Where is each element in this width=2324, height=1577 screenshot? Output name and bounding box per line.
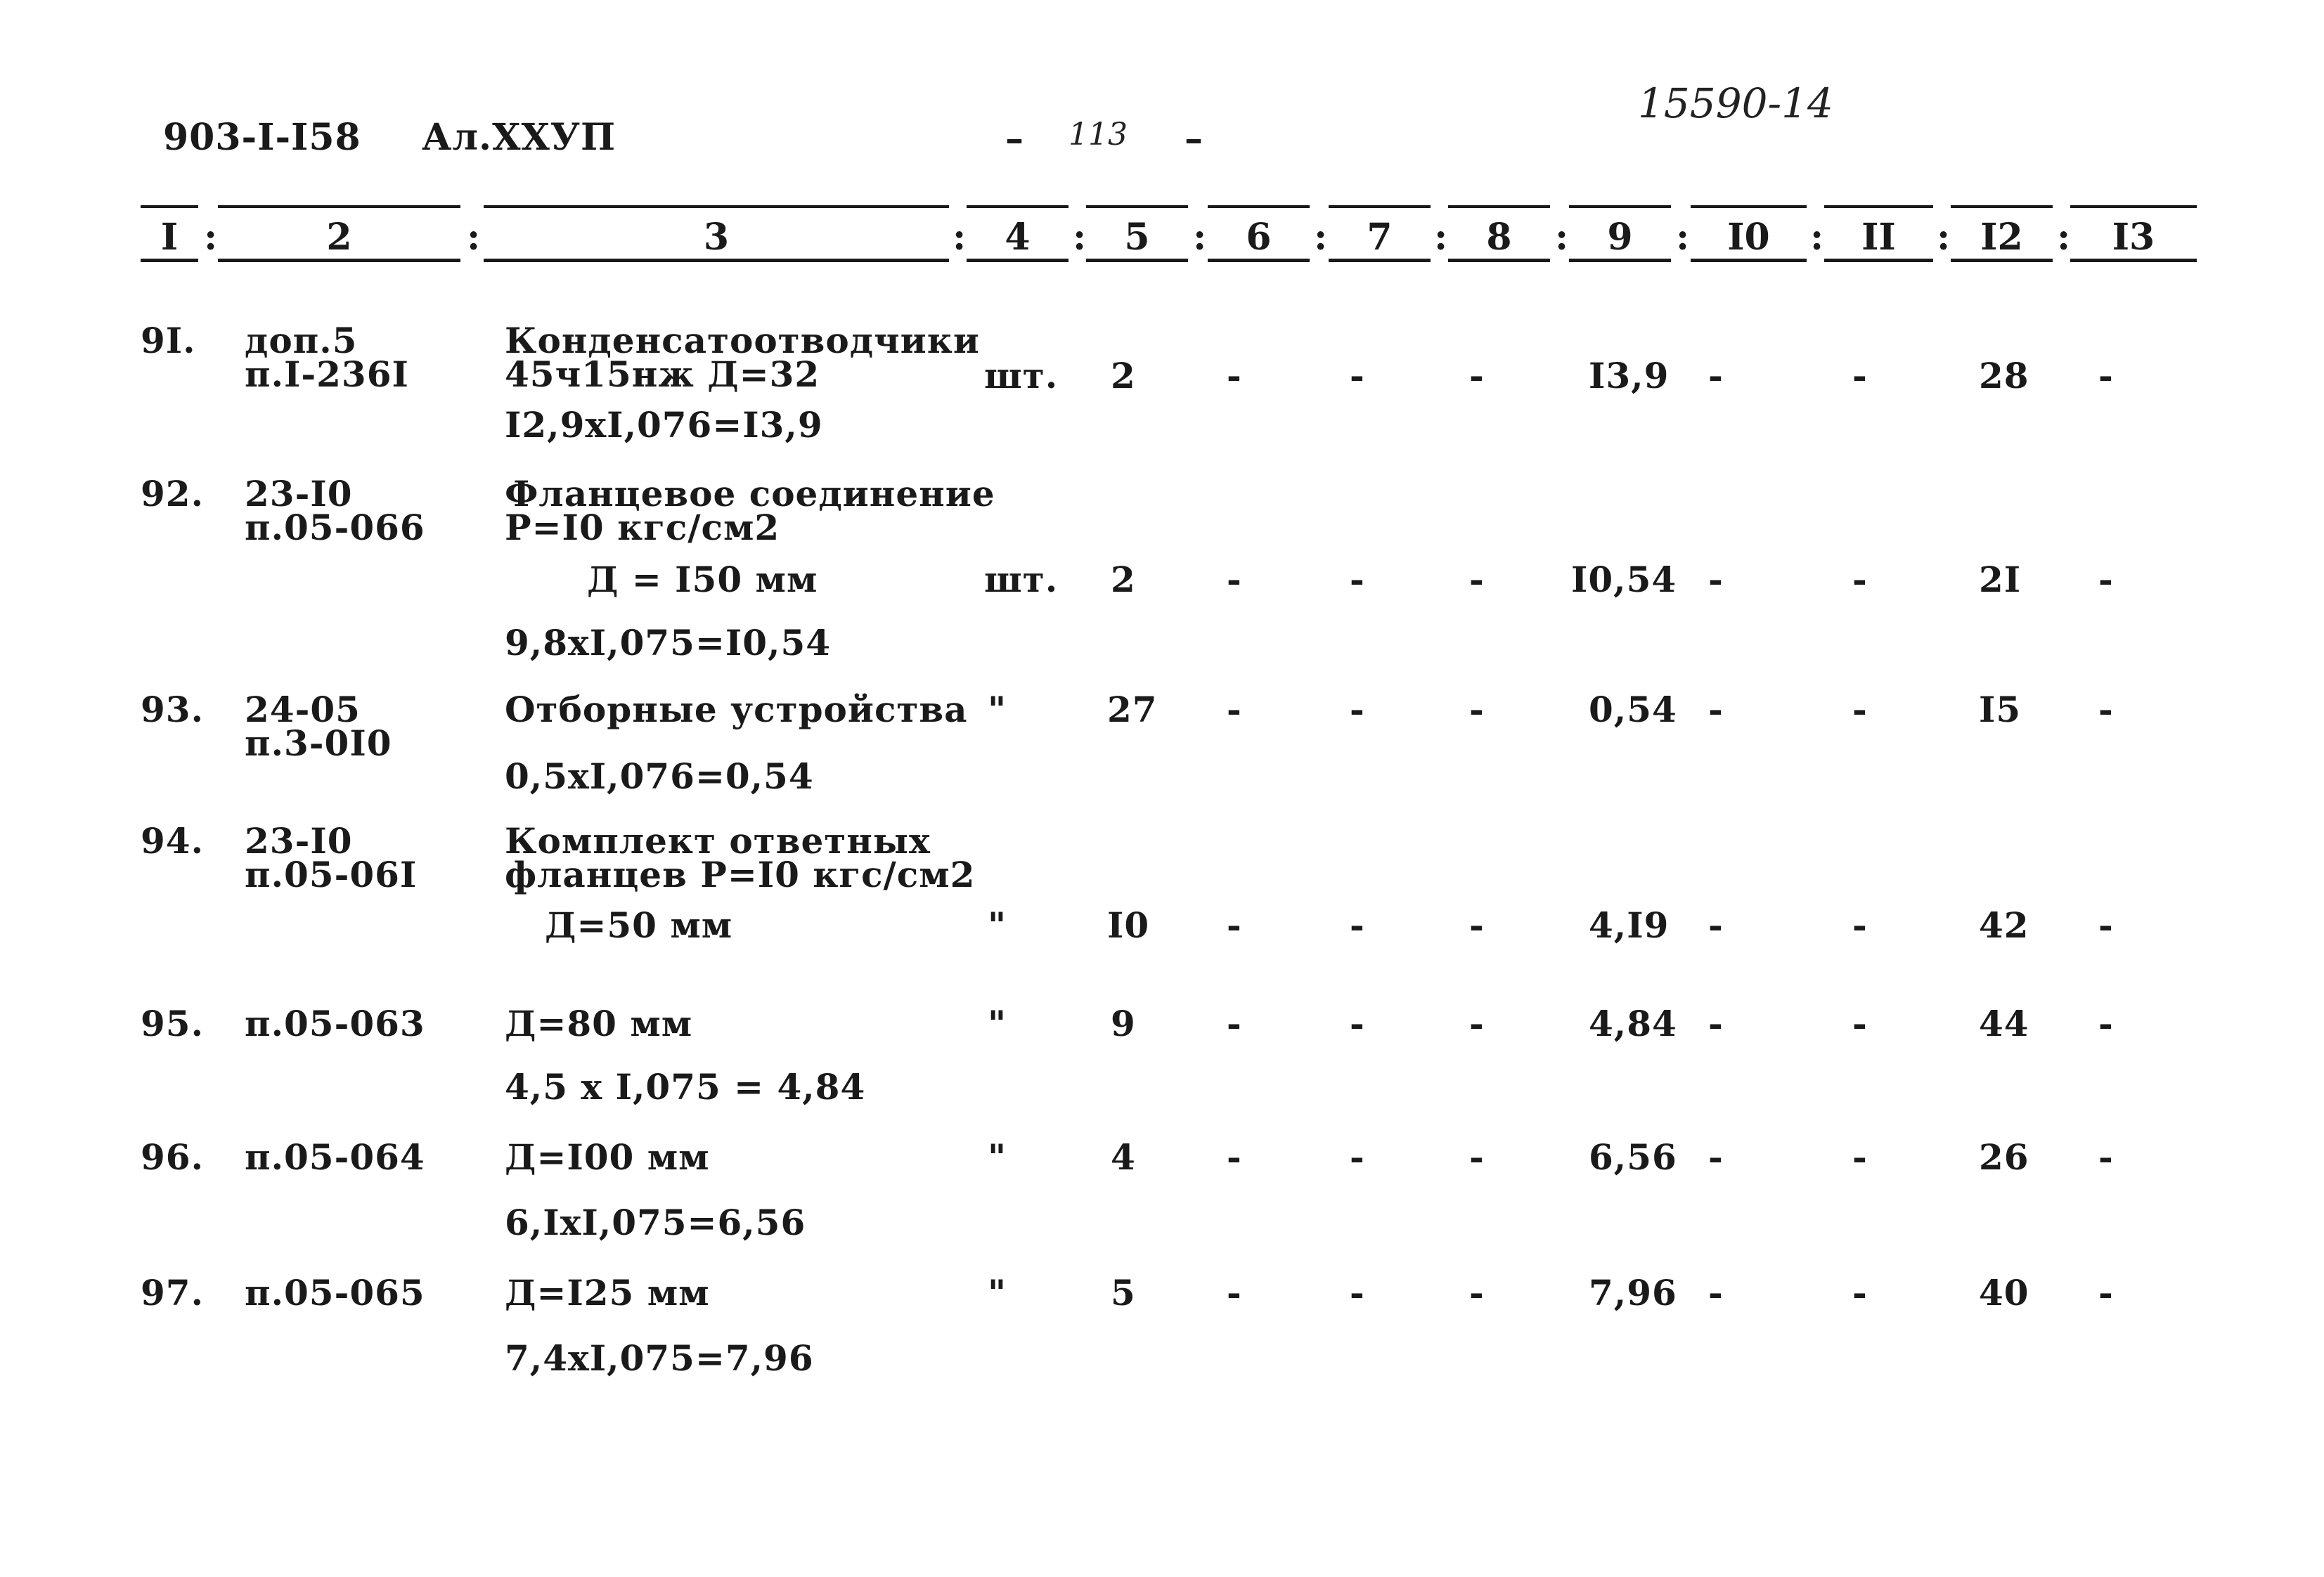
row-col6: - — [1227, 689, 1241, 730]
row-col8: - — [1469, 355, 1484, 396]
row-quantity: 4 — [1111, 1136, 1136, 1178]
row-col12: 2I — [1979, 559, 2022, 600]
row-col11: - — [1852, 904, 1867, 946]
row-code: 24-05 — [245, 689, 361, 730]
column-separator: : — [953, 216, 967, 259]
row-description: Конденсатоотводчики — [505, 320, 980, 361]
header-bottom-rule — [1448, 259, 1550, 262]
row-col10: - — [1708, 355, 1723, 396]
row-number: 92. — [141, 473, 204, 514]
row-quantity: 27 — [1107, 689, 1158, 730]
row-col11: - — [1852, 559, 1867, 600]
row-subitem: Д=50 мм — [545, 904, 733, 946]
row-calculation: 6,IxI,075=6,56 — [505, 1202, 806, 1243]
row-col13: - — [2098, 904, 2113, 946]
row-col12: 28 — [1979, 355, 2029, 396]
row-col9: I3,9 — [1589, 355, 1670, 396]
column-separator: : — [1193, 216, 1207, 259]
page-dash-left: – — [1005, 117, 1024, 160]
row-col10: - — [1708, 689, 1723, 730]
header-bottom-rule — [1824, 259, 1933, 262]
column-number: II — [1861, 216, 1896, 259]
row-description: P=I0 кгс/см2 — [505, 507, 780, 548]
column-number: 8 — [1486, 216, 1512, 259]
column-separator: : — [1434, 216, 1448, 259]
row-unit: " — [988, 689, 1007, 730]
column-number: I0 — [1727, 216, 1770, 259]
column-separator: : — [1555, 216, 1569, 259]
row-code: п.05-063 — [245, 1003, 425, 1044]
row-col10: - — [1708, 1136, 1723, 1178]
row-code: 23-I0 — [245, 820, 353, 862]
column-number: 9 — [1607, 216, 1633, 259]
row-quantity: I0 — [1107, 904, 1150, 946]
row-quantity: 2 — [1111, 559, 1136, 600]
row-col9: 4,I9 — [1589, 904, 1670, 946]
row-number: 94. — [141, 820, 204, 862]
row-col6: - — [1227, 1136, 1241, 1178]
column-separator: : — [467, 216, 481, 259]
header-top-rule — [141, 205, 198, 208]
row-col13: - — [2098, 1003, 2113, 1044]
header-bottom-rule — [1329, 259, 1431, 262]
row-code: доп.5 — [245, 320, 358, 361]
header-top-rule — [1329, 205, 1431, 208]
row-calculation: I2,9xI,076=I3,9 — [505, 404, 823, 446]
row-unit: шт. — [984, 559, 1059, 600]
row-col12: 40 — [1979, 1272, 2029, 1313]
row-col8: - — [1469, 1136, 1484, 1178]
row-col11: - — [1852, 689, 1867, 730]
header-top-rule — [1569, 205, 1671, 208]
row-col12: I5 — [1979, 689, 2022, 730]
column-number: 7 — [1367, 216, 1393, 259]
row-col9: 4,84 — [1589, 1003, 1677, 1044]
album-label: Ал.ХХУП — [422, 116, 616, 159]
row-col12: 42 — [1979, 904, 2029, 946]
row-unit: шт. — [984, 355, 1059, 396]
row-quantity: 9 — [1111, 1003, 1136, 1044]
row-col8: - — [1469, 904, 1484, 946]
row-col11: - — [1852, 1136, 1867, 1178]
row-col10: - — [1708, 1003, 1723, 1044]
column-number: 3 — [703, 216, 730, 259]
column-number: I — [160, 216, 179, 259]
row-unit: " — [988, 904, 1007, 946]
row-col7: - — [1350, 689, 1364, 730]
column-separator: : — [1676, 216, 1690, 259]
row-col7: - — [1350, 1272, 1364, 1313]
column-number: I3 — [2112, 216, 2155, 259]
header-top-rule — [484, 205, 949, 208]
row-description: Д=I00 мм — [505, 1136, 710, 1178]
row-subitem: Д = I50 мм — [587, 559, 818, 600]
column-separator: : — [204, 216, 218, 259]
row-col7: - — [1350, 1003, 1364, 1044]
row-calculation: 9,8xI,075=I0,54 — [505, 622, 832, 663]
page-number: 113 — [1069, 117, 1128, 152]
column-separator: : — [2057, 216, 2071, 259]
row-col6: - — [1227, 559, 1241, 600]
row-code: п.3-0I0 — [245, 722, 392, 764]
row-col10: - — [1708, 1272, 1723, 1313]
header-bottom-rule — [484, 259, 949, 262]
column-separator: : — [1937, 216, 1951, 259]
row-col9: 0,54 — [1589, 689, 1677, 730]
column-number: 4 — [1005, 216, 1031, 259]
document-code: 903-I-I58 — [163, 116, 361, 159]
row-code: п.05-06I — [245, 854, 418, 895]
header-top-rule — [967, 205, 1069, 208]
row-col11: - — [1852, 1003, 1867, 1044]
row-quantity: 5 — [1111, 1272, 1136, 1313]
header-top-rule — [1824, 205, 1933, 208]
header-bottom-rule — [1208, 259, 1310, 262]
row-col11: - — [1852, 1272, 1867, 1313]
row-col13: - — [2098, 1136, 2113, 1178]
page-dash-right: – — [1184, 117, 1203, 160]
row-number: 96. — [141, 1136, 204, 1178]
row-col10: - — [1708, 559, 1723, 600]
row-col7: - — [1350, 355, 1364, 396]
header-bottom-rule — [1951, 259, 2053, 262]
column-separator: : — [1073, 216, 1087, 259]
row-quantity: 2 — [1111, 355, 1136, 396]
row-col7: - — [1350, 904, 1364, 946]
row-code: п.05-065 — [245, 1272, 425, 1313]
row-code: п.05-064 — [245, 1136, 425, 1178]
header-bottom-rule — [967, 259, 1069, 262]
row-description: Отборные устройства — [505, 689, 968, 730]
row-col9: 6,56 — [1589, 1136, 1677, 1178]
row-number: 97. — [141, 1272, 204, 1313]
row-code: п.05-066 — [245, 507, 425, 548]
header-top-rule — [218, 205, 460, 208]
header-top-rule — [1951, 205, 2053, 208]
header-bottom-rule — [1569, 259, 1671, 262]
row-col9: 7,96 — [1589, 1272, 1677, 1313]
row-col9: I0,54 — [1571, 559, 1677, 600]
row-col6: - — [1227, 355, 1241, 396]
row-col7: - — [1350, 559, 1364, 600]
row-col13: - — [2098, 355, 2113, 396]
row-unit: " — [988, 1272, 1007, 1313]
row-col8: - — [1469, 559, 1484, 600]
row-unit: " — [988, 1003, 1007, 1044]
row-description: Фланцевое соединение — [505, 473, 995, 514]
row-description: Д=80 мм — [505, 1003, 693, 1044]
column-number: I2 — [1980, 216, 2023, 259]
header-top-rule — [1086, 205, 1188, 208]
row-calculation: 7,4xI,075=7,96 — [505, 1337, 814, 1379]
row-description: Комплект ответных — [505, 820, 931, 862]
row-col12: 26 — [1979, 1136, 2029, 1178]
column-separator: : — [1810, 216, 1824, 259]
row-col13: - — [2098, 1272, 2113, 1313]
row-col10: - — [1708, 904, 1723, 946]
row-description: Д=I25 мм — [505, 1272, 710, 1313]
header-top-rule — [1691, 205, 1807, 208]
column-number: 2 — [326, 216, 352, 259]
column-number: 6 — [1246, 216, 1272, 259]
header-top-rule — [1448, 205, 1550, 208]
header-bottom-rule — [141, 259, 198, 262]
row-code: 23-I0 — [245, 473, 353, 514]
row-col6: - — [1227, 1003, 1241, 1044]
row-col7: - — [1350, 1136, 1364, 1178]
header-top-rule — [2070, 205, 2197, 208]
row-col8: - — [1469, 689, 1484, 730]
row-number: 93. — [141, 689, 204, 730]
sheet-reference: 15590-14 — [1638, 79, 1833, 127]
row-unit: " — [988, 1136, 1007, 1178]
row-calculation: 0,5xI,076=0,54 — [505, 755, 814, 797]
row-col13: - — [2098, 689, 2113, 730]
row-calculation: 4,5 x I,075 = 4,84 — [505, 1066, 866, 1108]
row-number: 9I. — [141, 320, 196, 361]
row-col13: - — [2098, 559, 2113, 600]
header-bottom-rule — [1691, 259, 1807, 262]
header-top-rule — [1208, 205, 1310, 208]
column-number: 5 — [1124, 216, 1150, 259]
row-number: 95. — [141, 1003, 204, 1044]
row-code: п.I-236I — [245, 353, 409, 395]
row-col8: - — [1469, 1272, 1484, 1313]
header-bottom-rule — [218, 259, 460, 262]
header-bottom-rule — [1086, 259, 1188, 262]
row-description: 45ч15нж Д=32 — [505, 353, 820, 395]
row-col12: 44 — [1979, 1003, 2029, 1044]
row-col6: - — [1227, 904, 1241, 946]
row-description: фланцев P=I0 кгс/см2 — [505, 854, 976, 895]
column-separator: : — [1314, 216, 1328, 259]
row-col6: - — [1227, 1272, 1241, 1313]
header-bottom-rule — [2070, 259, 2197, 262]
row-col8: - — [1469, 1003, 1484, 1044]
row-col11: - — [1852, 355, 1867, 396]
